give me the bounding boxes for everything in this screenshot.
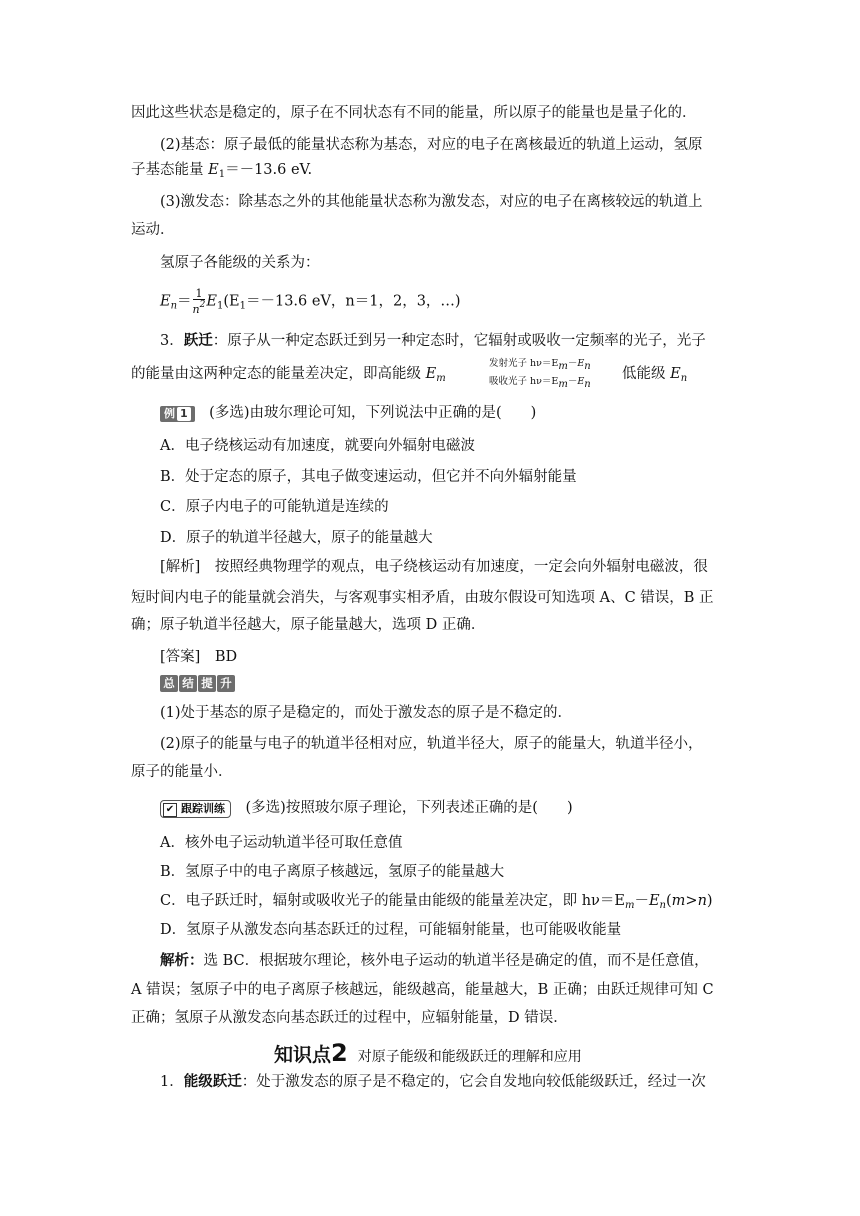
transition-arrows: 发射光子 hν＝Em－En 吸收光子 hν＝Em－En xyxy=(489,358,591,390)
text-line: 的能量由这两种定态的能量差决定，即高能级 $E_m$ xyxy=(131,366,446,384)
option-c: C．电子跃迁时，辐射或吸收光子的能量由能级的能量差决定，即 $h\nu=E_m-E_n(m>n)$ xyxy=(160,893,713,911)
text-line: 氢原子各能级的关系为： xyxy=(160,255,320,271)
tracking-badge: ✔ 跟踪训练 xyxy=(160,800,231,818)
text-line: 因此这些状态是稳定的，原子在不同状态有不同的能量，所以原子的能量也是量子化的． xyxy=(131,105,697,121)
option-a: A．电子绕核运动有加速度，就要向外辐射电磁波 xyxy=(160,438,475,454)
text-line: (3)激发态：除基态之外的其他能量状态称为激发态，对应的电子在离核较远的轨道上 xyxy=(160,194,703,210)
option-a: A．核外电子运动轨道半径可取任意值 xyxy=(160,835,403,851)
example-tag: 例 1 xyxy=(160,406,195,422)
analysis-line: [解析] 按照经典物理学的观点，电子绕核运动有加速度，一定会向外辐射电磁波，很 xyxy=(160,559,708,575)
option-c: C．原子内电子的可能轨道是连续的 xyxy=(160,499,389,515)
example-question: 例 1 (多选)由玻尔理论可知，下列说法中正确的是( ) xyxy=(160,403,536,423)
check-icon: ✔ xyxy=(163,803,177,817)
text-line: 运动． xyxy=(131,222,175,238)
text-line: 3．跃迁：原子从一种定态跃迁到另一种定态时，它辐射或吸收一定频率的光子，光子 xyxy=(160,332,706,349)
text-line: (2)基态：原子最低的能量状态称为基态，对应的电子在离核最近的轨道上运动，氢原 xyxy=(160,137,703,153)
text-line: 子基态能量 $E_1=-13.6$ eV. xyxy=(131,162,313,180)
summary-badge: 总 结 提 升 xyxy=(160,673,236,693)
summary-line: (1)处于基态的原子是稳定的，而处于激发态的原子是不稳定的． xyxy=(160,705,573,721)
answer-line: [答案] BD xyxy=(160,649,238,665)
energy-formula: $E_n=$ $\frac{1}{n^2}$ $E_1(E_1=-13.6$ eV，n＝1，2，3，…) xyxy=(160,287,461,316)
text-line: 低能级 $E_n$ xyxy=(622,366,688,384)
option-d: D．氢原子从激发态向基态跃迁的过程，可能辐射能量，也可能吸收能量 xyxy=(160,922,622,938)
section-heading: 知识点2 对原子能级和能级跃迁的理解和应用 xyxy=(274,1039,582,1067)
option-b: B．氢原子中的电子离原子核越远，氢原子的能量越大 xyxy=(160,864,505,880)
summary-line: (2)原子的能量与电子的轨道半径相对应，轨道半径大，原子的能量大，轨道半径小， xyxy=(160,736,703,752)
summary-line: 原子的能量小． xyxy=(131,764,233,780)
text-line: 1．能级跃迁：处于激发态的原子是不稳定的，它会自发地向较低能级跃迁，经过一次 xyxy=(160,1073,706,1090)
analysis-line: 正确；氢原子从激发态向基态跃迁的过程中，应辐射能量，D 错误． xyxy=(131,1010,568,1026)
analysis-line: 解析：选 BC．根据玻尔理论，核外电子运动的轨道半径是确定的值，而不是任意值， xyxy=(160,952,709,969)
analysis-line: 确；原子轨道半径越大，原子能量越大，选项 D 正确． xyxy=(131,617,486,633)
analysis-line: 短时间内电子的能量就会消失，与客观事实相矛盾，由玻尔假设可知选项 A、C 错误，B 正 xyxy=(131,590,714,606)
fraction: $\frac{1}{n^2}$ xyxy=(192,287,206,316)
option-d: D．原子的轨道半径越大，原子的能量越大 xyxy=(160,530,433,546)
option-b: B．处于定态的原子，其电子做变速运动，但它并不向外辐射能量 xyxy=(160,469,577,485)
analysis-line: A 错误；氢原子中的电子离原子核越远，能级越高，能量越大，B 正确；由跃迁规律可知 C xyxy=(131,982,714,998)
tracking-question: ✔ 跟踪训练 (多选)按照玻尔原子理论，下列表述正确的是( ) xyxy=(160,798,573,818)
